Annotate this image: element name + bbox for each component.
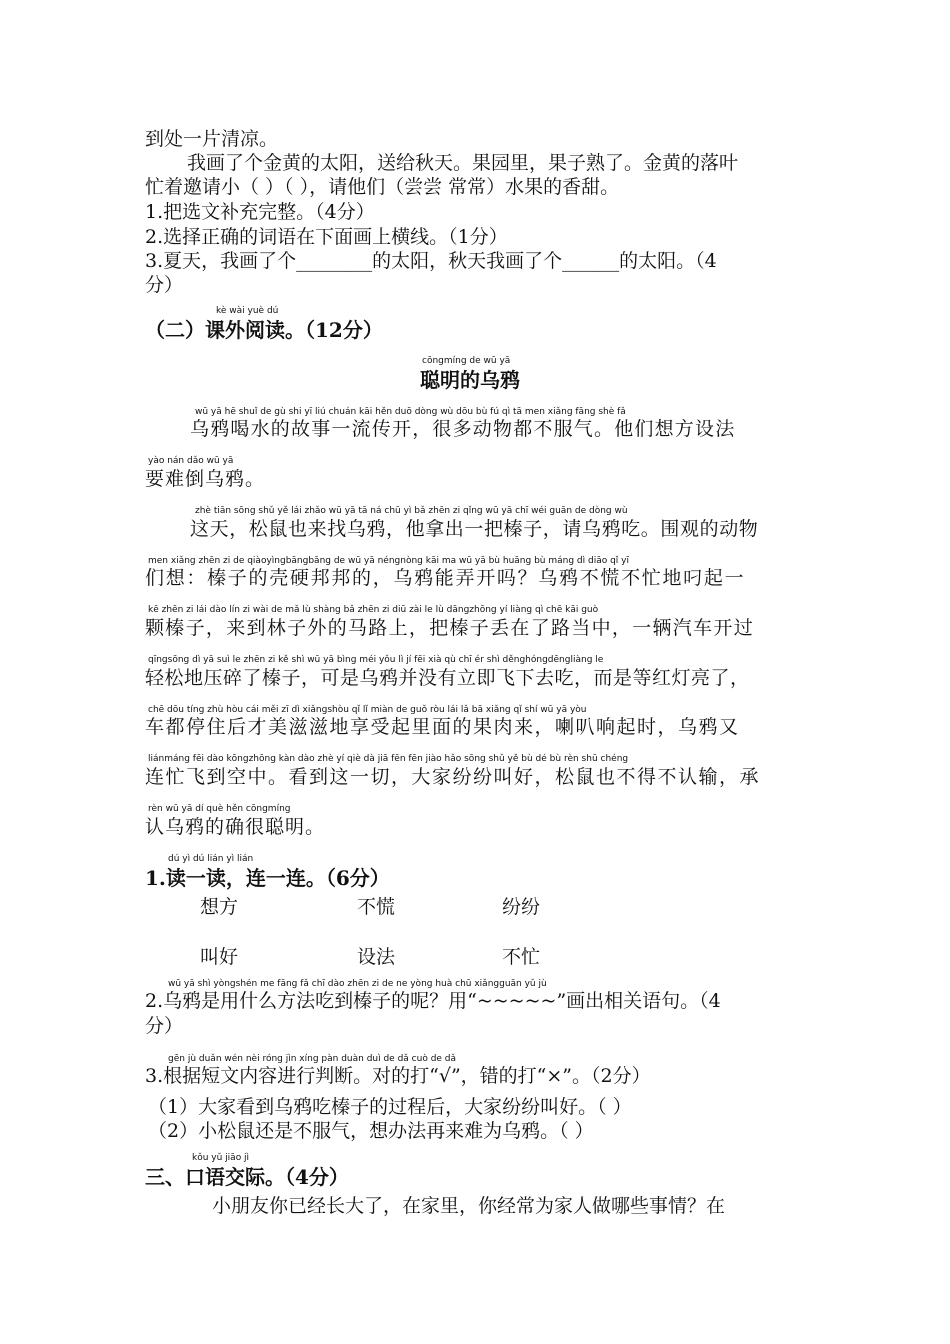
- story-line-pinyin: zhè tiān sōng shǔ yě lái zhǎo wū yā tā ná chū yì bǎ zhēn zi qǐng wū yā chī wéi guān de dòng wù: [195, 506, 628, 516]
- question-judge: 3.根据短文内容进行判断。对的打“√”，错的打“×”。（2分）: [145, 1065, 651, 1087]
- story-line: 车都停住后才美滋滋地享受起里面的果肉来，喇叭响起时，乌鸦又: [145, 716, 740, 738]
- question-method: 2.乌鸦是用什么方法吃到榛子的呢？用“~~~~~”画出相关语句。（4: [145, 990, 721, 1012]
- question-compare: 3.夏天，我画了个________的太阳，秋天我画了个______的太阳。（4: [145, 250, 717, 272]
- story-line-pinyin: qīngsōng dì yā suì le zhēn zi kě shì wū yā bìng méi yǒu lì jí fēi xià qù chī ér shì děnghóngdēngliàng le: [148, 655, 604, 665]
- story-title-pinyin: cōngmíng de wū yā: [422, 356, 511, 366]
- question-method-cont: 分）: [145, 1015, 184, 1037]
- story-line-pinyin: men xiǎng zhēn zi de qiàoyìngbāngbāng de wū yā néngnòng kāi ma wū yā bù huāng bù máng dì diāo qǐ yī: [148, 556, 629, 566]
- story-line-pinyin: yào nán dǎo wū yā: [148, 456, 234, 466]
- question-heading: 1.读一读，连一连。（6分）: [145, 866, 390, 890]
- story-line-pinyin: rèn wū yā dí què hěn cōngmíng: [148, 804, 291, 814]
- question-pinyin: dú yì dú lián yì lián: [168, 854, 254, 864]
- connect-word[interactable]: 纷纷: [502, 896, 541, 918]
- story-line: 轻松地压碎了榛子，可是乌鸦并没有立即飞下去吃，而是等红灯亮了，: [145, 667, 750, 689]
- section-heading: 三、口语交际。（4分）: [145, 1165, 349, 1189]
- question-pinyin: gēn jù duǎn wén nèi róng jìn xíng pàn duàn duì de dǎ cuò de dǎ: [168, 1054, 457, 1064]
- connect-word[interactable]: 设法: [357, 946, 396, 968]
- story-line-pinyin: chē dōu tíng zhù hòu cái měi zī dì xiǎngshòu qǐ lǐ miàn de guǒ ròu lái lǎ bā xiǎng qǐ shí wū yā yòu: [148, 705, 587, 715]
- story-line: 认乌鸦的确很聪明。: [145, 816, 326, 838]
- judge-item[interactable]: （2）小松鼠还是不服气，想办法再来难为乌鸦。（ ）: [148, 1120, 594, 1142]
- question-compare-cont: 分）: [145, 274, 184, 296]
- passage-line: 忙着邀请小（ ）（ ），请他们（尝尝 常常）水果的香甜。: [145, 176, 620, 198]
- section-heading: （二）课外阅读。（12分）: [145, 318, 383, 342]
- passage-line: 到处一片清凉。: [145, 128, 279, 150]
- story-line-pinyin: liánmáng fēi dào kōngzhōng kàn dào zhè yí qiè dà jiā fēn fēn jiào hǎo sōng shǔ yě bù dé bù rèn shū chéng: [148, 754, 629, 764]
- passage-line: 我画了个金黄的太阳，送给秋天。果园里，果子熟了。金黄的落叶: [187, 152, 739, 174]
- question-pinyin: wū yā shì yòngshén me fāng fǎ chī dào zhēn zi de ne yòng huà chū xiǎngguān yǔ jù: [168, 979, 547, 989]
- question-underline: 2.选择正确的词语在下面画上横线。（1分）: [145, 226, 508, 248]
- connect-word[interactable]: 叫好: [200, 946, 239, 968]
- connect-word[interactable]: 不忙: [502, 946, 541, 968]
- story-line: 颗榛子，来到林子外的马路上，把榛子丢在了路当中，一辆汽车开过: [145, 617, 755, 639]
- story-line-pinyin: kē zhēn zi lái dào lín zi wài de mǎ lù shàng bǎ zhēn zi diū zài le lù dāngzhōng yí liàng qì chē kāi guò: [148, 605, 599, 615]
- story-line: 们想：榛子的壳硬邦邦的，乌鸦能弄开吗？乌鸦不慌不忙地叼起一: [145, 567, 746, 589]
- section-pinyin: kè wài yuè dú: [216, 306, 279, 316]
- story-line: 要难倒乌鸦。: [145, 468, 266, 490]
- connect-word[interactable]: 想方: [200, 896, 239, 918]
- section-pinyin: kǒu yǔ jiāo jì: [192, 1153, 250, 1163]
- connect-word[interactable]: 不慌: [357, 896, 396, 918]
- story-title: 聪明的乌鸦: [420, 368, 520, 392]
- story-line: 连忙飞到空中。看到这一切，大家纷纷叫好，松鼠也不得不认输，承: [145, 766, 761, 788]
- judge-item[interactable]: （1）大家看到乌鸦吃榛子的过程后，大家纷纷叫好。（ ）: [148, 1096, 632, 1118]
- story-line: 乌鸦喝水的故事一流传开，很多动物都不服气。他们想方设法: [190, 418, 736, 440]
- story-line: 这天，松鼠也来找乌鸦，他拿出一把榛子，请乌鸦吃。围观的动物: [190, 518, 759, 540]
- story-line-pinyin: wū yā hē shuǐ de gù shi yī liú chuán kāi hěn duō dòng wù dōu bù fú qì tā men xiǎng fāng shè fǎ: [195, 407, 626, 417]
- question-fill: 1.把选文补充完整。（4分）: [145, 201, 375, 223]
- prompt-line: 小朋友你已经长大了，在家里，你经常为家人做哪些事情？在: [212, 1195, 726, 1217]
